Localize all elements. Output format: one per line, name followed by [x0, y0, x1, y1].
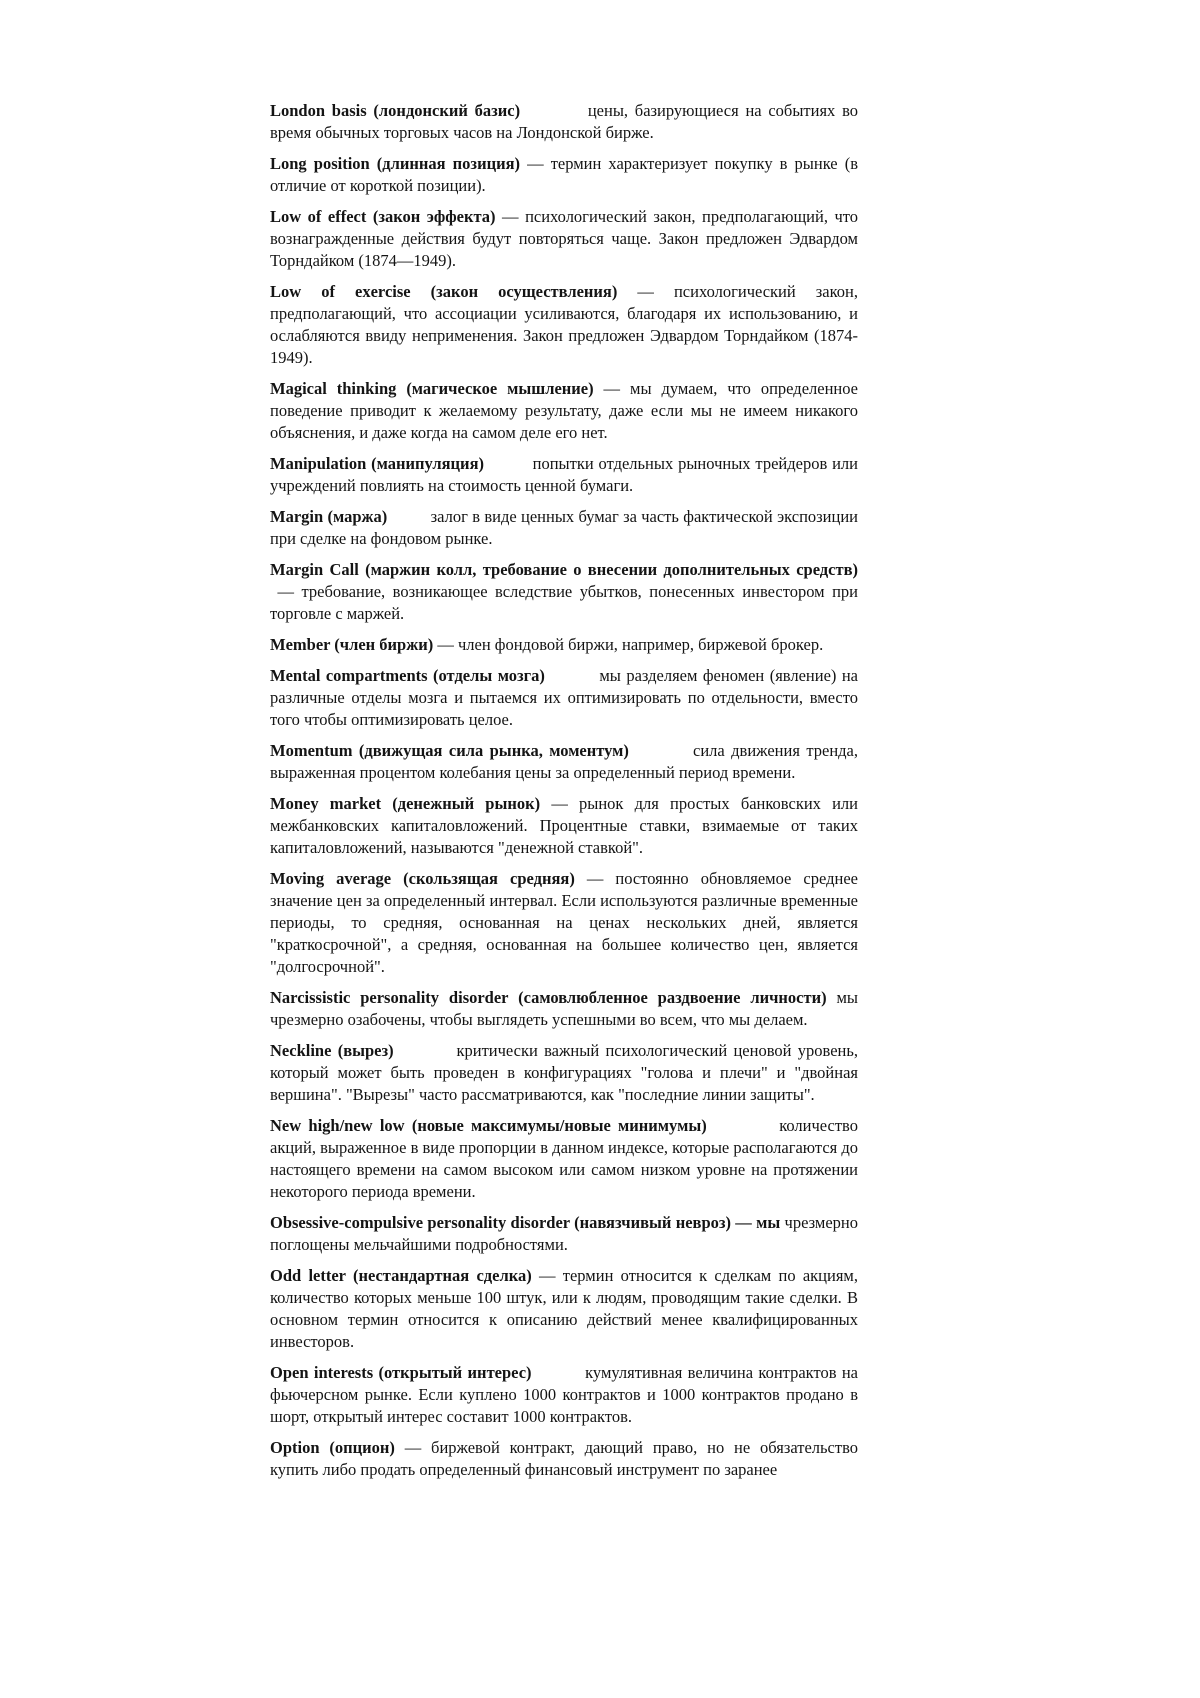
entry-definition: термин характеризует покупку в рынке (в отличие от короткой позиции). — [270, 154, 859, 195]
entry-separator — [532, 1363, 586, 1382]
entry-definition: требование, возникающее вследствие убытков, понесенных инвестором при торговле с маржей. — [270, 582, 858, 623]
entry-definition: биржевой контракт, дающий право, но не обязательство купить либо продать определенный финансовый инструмент по заранее — [270, 1438, 858, 1479]
glossary-entry — [270, 1115, 858, 1203]
entry-term: Momentum (движущая сила рынка, моментум) — [270, 741, 629, 760]
entry-term: Long position (длинная позиция) — [270, 154, 521, 173]
entry-separator: — — [617, 282, 674, 301]
entry-separator — [545, 666, 600, 685]
entry-term: Mental compartments (отделы мозга) — [270, 666, 545, 685]
glossary-entry — [270, 281, 858, 369]
entry-separator: — — [495, 207, 526, 226]
glossary-entry — [270, 634, 858, 656]
entry-definition: мы думаем, что определенное поведение приводит к желаемому результату, даже если мы не имеем никакого объяснения, и даже когда на самом деле его нет. — [270, 379, 859, 442]
entry-definition: кумулятивная величина контрактов на фьючерсном рынке. Если куплено 1000 контрактов и 1000 контрактов продано в шорт, открытый интерес составит 1000 контрактов. — [270, 1363, 858, 1426]
entry-definition: цены, базирующиеся на событиях во время обычных торговых часов на Лондонской бирже. — [270, 101, 858, 142]
glossary-entry — [270, 378, 858, 444]
entry-definition: залог в виде ценных бумаг за часть фактической экспозиции при сделке на фондовом рынке. — [270, 507, 858, 548]
entry-separator — [629, 741, 693, 760]
entry-term: Neckline (вырез) — [270, 1041, 394, 1060]
entry-definition: количество акций, выраженное в виде пропорции в данном индексе, которые располагаются до настоящего времени на самом высоком или самом низком уровне на протяжении некоторого периода времени. — [270, 1116, 858, 1201]
glossary-entry — [270, 1040, 858, 1106]
entry-separator — [387, 507, 430, 526]
entry-definition: термин относится к сделкам по акциям, количество которых меньше 100 штук, или к людям, проводящим такие сделки. В основном термин относится к описанию действий менее квалифицированных инвесторов. — [270, 1266, 858, 1351]
glossary-entry — [270, 740, 858, 784]
entry-separator: — — [433, 635, 458, 654]
glossary-entry — [270, 206, 858, 272]
entry-definition: сила движения тренда, выраженная процентом колебания цены за определенный период времени. — [270, 741, 858, 782]
entry-definition: член фондовой биржи, например, биржевой брокер. — [457, 635, 824, 654]
glossary-text-block — [270, 100, 858, 1490]
glossary-entry — [270, 153, 858, 197]
entry-separator — [520, 101, 588, 120]
entry-separator: — — [574, 869, 616, 888]
entry-separator — [707, 1116, 780, 1135]
entry-definition: чрезмерно поглощены мельчайшими подробностями. — [270, 1213, 858, 1254]
entry-definition: мы разделяем феномен (явление) на различные отделы мозга и пытаемся их оптимизировать по отдельности, вместо того чтобы оптимизировать целое. — [270, 666, 858, 729]
glossary-entry — [270, 1212, 858, 1256]
entry-term: New high/new low (новые максимумы/новые минимумы) — [270, 1116, 707, 1135]
entry-definition: рынок для простых банковских или межбанковских капиталовложений. Процентные ставки, взимаемые от таких капиталовложений, называются "денежной ставкой". — [270, 794, 858, 857]
entry-definition: критически важный психологический ценовой уровень, который может быть проведен в конфигурациях "голова и плечи" и "двойная вершина". "Вырезы" часто рассматриваются, как "последние линии защиты". — [270, 1041, 859, 1104]
entry-term: Money market (денежный рынок) — [270, 794, 541, 813]
entry-term: London basis (лондонский базис) — [270, 101, 521, 120]
entry-definition: постоянно обновляемое среднее значение цен за определенный интервал. Если используются различные временные периоды, то средняя, основанная на ценах нескольких дней, является "краткосрочной", а средняя, основанная на большее количество цен, является "долгосрочной". — [270, 869, 858, 976]
glossary-entry — [270, 1362, 858, 1428]
entry-term: Odd letter (нестандартная сделка) — [270, 1266, 532, 1285]
entry-definition: попытки отдельных рыночных трейдеров или учреждений повлиять на стоимость ценной бумаги. — [270, 454, 858, 495]
entry-separator — [394, 1041, 457, 1060]
glossary-entry — [270, 506, 858, 550]
entry-definition: психологический закон, предполагающий, что вознагражденные действия будут повторяться чаще. Закон предложен Эдвардом Торндайком (1874—1949). — [270, 207, 858, 270]
glossary-entry — [270, 868, 858, 978]
entry-term: Narcissistic personality disorder (самовлюбленное раздвоение личности) — [270, 988, 827, 1007]
entry-term: Option (опцион) — [270, 1438, 395, 1457]
entry-term: Member (член биржи) — [270, 635, 434, 654]
entry-term: Obsessive-compulsive personality disorder (навязчивый невроз) — мы — [270, 1213, 781, 1232]
glossary-entry — [270, 100, 858, 144]
entry-term: Open interests (открытый интерес) — [270, 1363, 532, 1382]
entry-separator: — — [531, 1266, 563, 1285]
entry-separator: — — [593, 379, 630, 398]
glossary-entry — [270, 665, 858, 731]
entry-separator: — — [270, 582, 302, 601]
entry-definition: мы чрезмерно озабочены, чтобы выглядеть успешными во всем, что мы делаем. — [270, 988, 858, 1029]
entry-separator — [827, 988, 837, 1007]
glossary-entry — [270, 987, 858, 1031]
entry-separator: — — [540, 794, 579, 813]
entry-term: Magical thinking (магическое мышление) — [270, 379, 594, 398]
glossary-entry — [270, 793, 858, 859]
entry-separator: — — [394, 1438, 432, 1457]
entry-term: Low of effect (закон эффекта) — [270, 207, 496, 226]
glossary-entry — [270, 453, 858, 497]
entry-term: Low of exercise (закон осуществления) — [270, 282, 618, 301]
entry-definition: психологический закон, предполагающий, что ассоциации усиливаются, благодаря их использованию, и ослабляются ввиду неприменения. Закон предложен Эдвардом Торндайком (1874-1949). — [270, 282, 859, 367]
entry-term: Moving average (скользящая средняя) — [270, 869, 575, 888]
entry-term: Margin (маржа) — [270, 507, 388, 526]
entry-separator: — — [520, 154, 551, 173]
glossary-entry — [270, 1437, 858, 1481]
entry-separator — [484, 454, 533, 473]
glossary-entry — [270, 1265, 858, 1353]
entry-term: Manipulation (манипуляция) — [270, 454, 484, 473]
entry-term: Margin Call (маржин колл, требование о внесении дополнительных средств) — [270, 560, 858, 579]
glossary-entry — [270, 559, 858, 625]
